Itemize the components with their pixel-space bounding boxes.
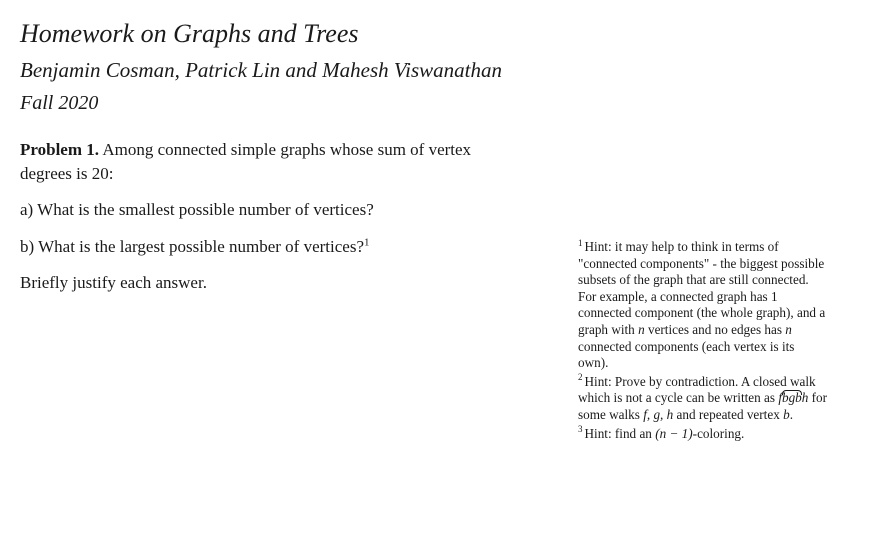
margin-note-1 bbox=[578, 239, 828, 372]
note-text: Hint: find an bbox=[584, 425, 652, 441]
note-math: n bbox=[785, 321, 792, 337]
note-math-walk: fbgbh bbox=[778, 390, 809, 406]
margin-note-2: $^2$ Hint: Prove by contradiction. A closed walk which is not a cycle can be written as fbgbh for some walks f, g, h and repeated vertex b. bbox=[578, 372, 828, 422]
note-text: for some walks bbox=[578, 390, 828, 422]
note-number: 2 bbox=[578, 372, 583, 383]
note-text: and repeated vertex bbox=[676, 406, 780, 422]
note-text: Hint: Prove by contradiction. A closed walk which is not a cycle can be written as bbox=[578, 373, 816, 406]
margin-note-3 bbox=[578, 426, 828, 443]
note-text: vertices and no edges has bbox=[647, 321, 782, 337]
part-b-text: b) What is the largest possible number of vertices? bbox=[20, 237, 365, 256]
document-authors: Benjamin Cosman, Patrick Lin and Mahesh Viswanathan bbox=[20, 58, 503, 82]
note-math: n bbox=[638, 321, 645, 337]
document-title: Homework on Graphs and Trees bbox=[20, 19, 359, 48]
note-math: (n − 1) bbox=[655, 425, 693, 441]
walk-hat: bgb bbox=[781, 390, 802, 406]
note-text: -coloring. bbox=[692, 425, 745, 441]
margin-notes bbox=[578, 239, 828, 444]
problem-label: Problem 1. bbox=[20, 140, 100, 159]
problem-text: Among connected simple graphs whose sum of vertex degrees is 20: bbox=[20, 140, 472, 183]
footnote-marker: 1 bbox=[364, 236, 370, 249]
document-term: Fall 2020 bbox=[20, 92, 99, 114]
problem-statement bbox=[20, 138, 520, 186]
note-number: 3 bbox=[578, 424, 583, 435]
closing-instruction: Briefly justify each answer. bbox=[20, 273, 207, 292]
note-text: Hint: it may help to think in terms of "connected components" - the biggest possible subsets of the graph that are still connected. For example, a connected graph has 1 connected component (the whole graph), and a graph with bbox=[578, 239, 826, 337]
note-math: b bbox=[783, 406, 790, 422]
part-b bbox=[20, 235, 370, 259]
part-a: a) What is the smallest possible number of vertices? bbox=[20, 200, 374, 219]
note-math: f, g, h bbox=[643, 406, 674, 422]
note-number: 1 bbox=[578, 237, 583, 248]
note-text: connected components (each vertex is its own). bbox=[578, 338, 795, 371]
